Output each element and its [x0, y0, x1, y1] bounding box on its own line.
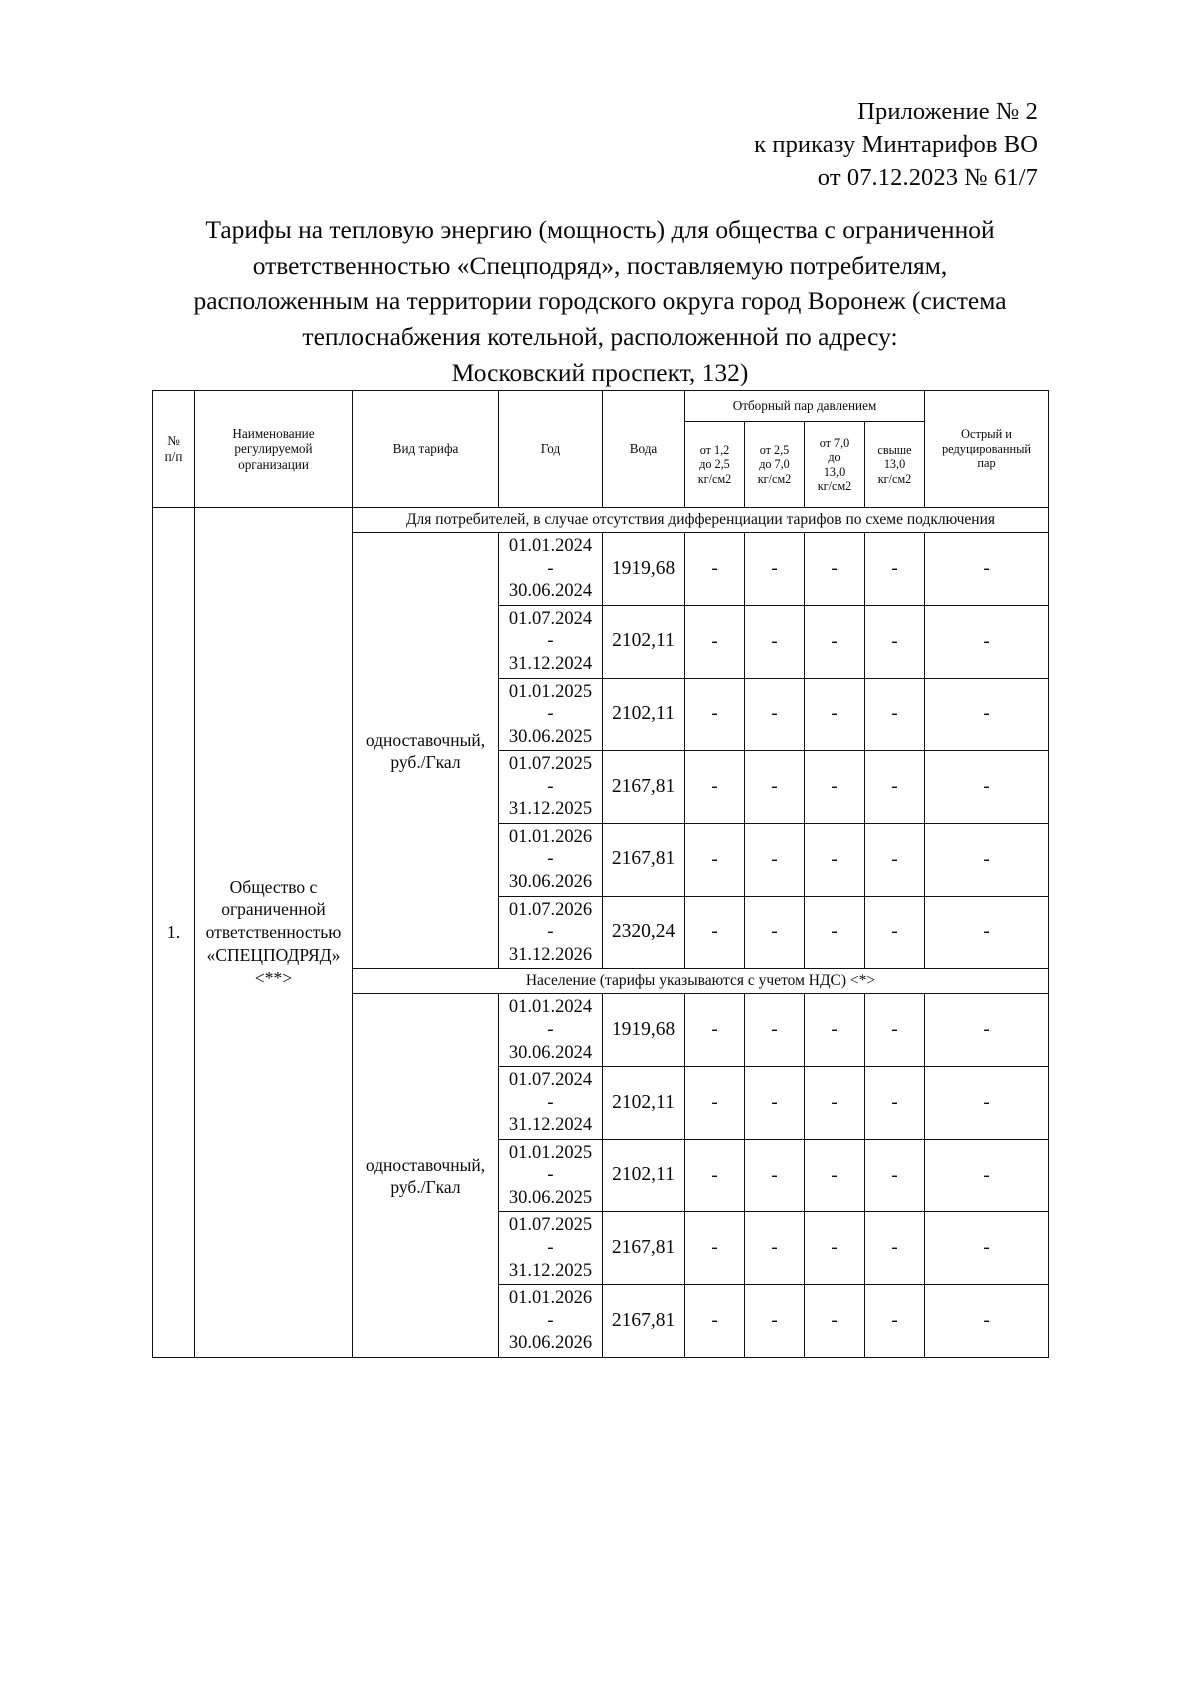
cell-water-tariff: 2167,81 [603, 751, 685, 824]
title-line-2: ответственностью «Спецподряд», поставляемую потребителям, [252, 250, 948, 280]
cell-water-tariff: 2167,81 [603, 1285, 685, 1358]
cell-pressure-4: - [865, 1285, 925, 1358]
tariff-table [152, 390, 1049, 1358]
column-header-pressure-1-line1: от 1,2 [699, 443, 730, 458]
cell-pressure-3: - [805, 1212, 865, 1285]
cell-tariff-kind-consumers [353, 533, 499, 969]
title-line-3: расположенным на территории городского округа город Воронеж (система [193, 286, 1007, 316]
cell-pressure-2: - [745, 896, 805, 969]
column-header-number-line1: № [167, 433, 180, 449]
cell-sharp-steam: - [925, 1285, 1049, 1358]
period-dash: - [547, 558, 554, 579]
period-dash: - [547, 1019, 554, 1040]
column-header-pressure-2-line2: до 7,0 [759, 457, 790, 472]
column-header-pressure-3-line3: 13,0 [823, 464, 846, 479]
column-header-pressure-2-line1: от 2,5 [759, 443, 790, 458]
column-header-sharp-steam-line3: пар [977, 456, 996, 471]
period-end: 30.06.2026 [508, 1333, 593, 1354]
tariff-kind-population-line1: одноставочный, [365, 1154, 486, 1175]
cell-pressure-1: - [685, 1139, 745, 1212]
organization-line3: ответственностью [205, 922, 342, 943]
table-row [153, 508, 1049, 533]
section-banner-consumers [353, 508, 1049, 533]
column-header-organization [195, 391, 353, 508]
cell-pressure-1: - [685, 823, 745, 896]
period-end: 31.12.2026 [508, 944, 593, 965]
column-header-pressure-4 [865, 422, 925, 508]
organization-line2: ограниченной [221, 899, 326, 920]
period-start: 01.01.2025 [508, 681, 593, 702]
column-header-pressure-3-line4: кг/см2 [817, 478, 852, 493]
cell-sharp-steam: - [925, 1212, 1049, 1285]
document-header-block [754, 96, 1038, 194]
column-header-number [153, 391, 195, 508]
cell-pressure-4: - [865, 605, 925, 678]
period-end: 31.12.2025 [508, 1260, 593, 1281]
period-end: 30.06.2024 [508, 1042, 593, 1063]
section-banner-consumers-line1: Для потребителей, в случае отсутствия дифференциации тарифов по схеме [405, 511, 903, 528]
cell-pressure-2: - [745, 605, 805, 678]
period-start: 01.07.2024 [508, 608, 593, 629]
header-appendix-number: Приложение № 2 [857, 98, 1038, 125]
column-header-pressure-3-line1: от 7,0 [819, 436, 850, 451]
period-start: 01.01.2024 [508, 997, 593, 1018]
cell-period [499, 896, 603, 969]
page-title [150, 212, 1050, 390]
cell-pressure-2: - [745, 1285, 805, 1358]
title-line-4: теплоснабжения котельной, расположенной по адресу: [302, 322, 898, 352]
period-start: 01.01.2026 [508, 1288, 593, 1309]
period-end: 30.06.2024 [508, 581, 593, 602]
cell-sharp-steam: - [925, 605, 1049, 678]
cell-sharp-steam: - [925, 678, 1049, 751]
cell-sharp-steam: - [925, 994, 1049, 1067]
organization-line4: «СПЕЦПОДРЯД» [206, 944, 341, 965]
cell-pressure-4: - [865, 1139, 925, 1212]
cell-pressure-1: - [685, 751, 745, 824]
cell-pressure-1: - [685, 1067, 745, 1140]
period-start: 01.01.2026 [508, 826, 593, 847]
cell-pressure-1: - [685, 1285, 745, 1358]
cell-pressure-3: - [805, 994, 865, 1067]
cell-pressure-2: - [745, 994, 805, 1067]
cell-period [499, 823, 603, 896]
cell-water-tariff: 2102,11 [603, 678, 685, 751]
column-header-pressure-1-line3: кг/см2 [697, 471, 732, 486]
column-header-sharp-steam-line2: редуцированный [941, 441, 1032, 456]
title-line-5: Московский проспект, 132) [451, 357, 749, 387]
cell-pressure-1: - [685, 533, 745, 606]
header-order-date-number: от 07.12.2023 № 61/7 [817, 163, 1038, 191]
period-start: 01.07.2025 [508, 1215, 593, 1236]
cell-pressure-4: - [865, 994, 925, 1067]
cell-pressure-4: - [865, 678, 925, 751]
cell-period [499, 1212, 603, 1285]
column-header-pressure-4-line1: свыше [877, 443, 912, 458]
title-line-1: Тарифы на тепловую энергию (мощность) для общества с ограниченной [205, 215, 995, 244]
period-end: 30.06.2025 [508, 726, 593, 747]
section-banner-population [353, 969, 1049, 994]
column-header-sharp-steam-line1: Острый и [961, 427, 1012, 442]
period-dash: - [547, 776, 554, 797]
cell-period [499, 605, 603, 678]
period-start: 01.01.2025 [508, 1142, 593, 1163]
section-banner-population-line1: Население (тарифы указываются с учетом НДС) <*> [525, 972, 876, 990]
period-start: 01.07.2026 [508, 899, 593, 920]
cell-water-tariff: 2102,11 [603, 1139, 685, 1212]
table-header-row-1 [153, 391, 1049, 422]
tariff-kind-population-line2: руб./Гкал [390, 1176, 461, 1197]
cell-sharp-steam: - [925, 1067, 1049, 1140]
period-end: 31.12.2025 [508, 799, 593, 820]
cell-period [499, 678, 603, 751]
cell-water-tariff: 2102,11 [603, 605, 685, 678]
column-header-pressure-3-line2: до [828, 450, 841, 465]
period-start: 01.01.2024 [508, 536, 593, 557]
table-header [153, 391, 1049, 508]
organization-line5: <**> [254, 967, 293, 988]
cell-period [499, 1067, 603, 1140]
cell-pressure-1: - [685, 994, 745, 1067]
cell-pressure-2: - [745, 1212, 805, 1285]
cell-pressure-2: - [745, 1139, 805, 1212]
period-dash: - [547, 1310, 554, 1331]
period-dash: - [547, 1165, 554, 1186]
column-header-steam-group: Отборный пар давлением [685, 391, 925, 422]
cell-sharp-steam: - [925, 896, 1049, 969]
period-dash: - [547, 849, 554, 870]
cell-pressure-4: - [865, 823, 925, 896]
cell-pressure-3: - [805, 896, 865, 969]
column-header-pressure-1-line2: до 2,5 [699, 457, 730, 472]
cell-pressure-2: - [745, 823, 805, 896]
cell-pressure-2: - [745, 751, 805, 824]
cell-pressure-3: - [805, 605, 865, 678]
cell-pressure-3: - [805, 1285, 865, 1358]
cell-organization-name [195, 508, 353, 1358]
cell-sharp-steam: - [925, 823, 1049, 896]
cell-water-tariff: 1919,68 [603, 533, 685, 606]
period-end: 30.06.2026 [508, 872, 593, 893]
period-dash: - [547, 922, 554, 943]
column-header-tariff-kind: Вид тарифа [353, 391, 499, 508]
cell-pressure-4: - [865, 1067, 925, 1140]
column-header-organization-line3: организации [238, 456, 309, 472]
cell-pressure-2: - [745, 533, 805, 606]
cell-water-tariff: 2320,24 [603, 896, 685, 969]
cell-pressure-4: - [865, 751, 925, 824]
cell-pressure-3: - [805, 533, 865, 606]
cell-sharp-steam: - [925, 751, 1049, 824]
cell-water-tariff: 2102,11 [603, 1067, 685, 1140]
cell-pressure-3: - [805, 823, 865, 896]
cell-water-tariff: 1919,68 [603, 994, 685, 1067]
column-header-number-line2: п/п [164, 449, 183, 464]
period-end: 30.06.2025 [508, 1187, 593, 1208]
cell-water-tariff: 2167,81 [603, 823, 685, 896]
cell-pressure-1: - [685, 678, 745, 751]
column-header-pressure-4-line2: 13,0 [883, 457, 906, 472]
cell-period [499, 1285, 603, 1358]
cell-sharp-steam: - [925, 1139, 1049, 1212]
column-header-pressure-2 [745, 422, 805, 508]
cell-pressure-4: - [865, 896, 925, 969]
period-dash: - [547, 631, 554, 652]
section-banner-consumers-line2: подключения [906, 511, 996, 528]
table-body [153, 508, 1049, 1358]
period-end: 31.12.2024 [508, 1115, 593, 1136]
column-header-pressure-4-line3: кг/см2 [877, 471, 912, 486]
cell-period [499, 994, 603, 1067]
cell-pressure-1: - [685, 1212, 745, 1285]
cell-sharp-steam: - [925, 533, 1049, 606]
tariff-kind-consumers-line1: одноставочный, [365, 729, 486, 750]
cell-pressure-1: - [685, 605, 745, 678]
column-header-sharp-steam [925, 391, 1049, 508]
cell-water-tariff: 2167,81 [603, 1212, 685, 1285]
cell-tariff-kind-population [353, 994, 499, 1357]
cell-pressure-4: - [865, 1212, 925, 1285]
cell-row-number: 1. [153, 508, 195, 1358]
period-dash: - [547, 704, 554, 725]
cell-period [499, 1139, 603, 1212]
cell-pressure-2: - [745, 678, 805, 751]
organization-line1: Общество с [229, 876, 318, 897]
period-start: 01.07.2025 [508, 754, 593, 775]
cell-pressure-3: - [805, 751, 865, 824]
tariff-kind-consumers-line2: руб./Гкал [390, 751, 461, 772]
column-header-pressure-1 [685, 422, 745, 508]
column-header-organization-line1: Наименование [232, 425, 315, 441]
tariff-table-container [152, 390, 1048, 1358]
header-order-authority: к приказу Минтарифов ВО [754, 130, 1038, 158]
cell-period [499, 751, 603, 824]
period-start: 01.07.2024 [508, 1070, 593, 1091]
cell-pressure-3: - [805, 1139, 865, 1212]
period-dash: - [547, 1238, 554, 1259]
column-header-year: Год [499, 391, 603, 508]
column-header-organization-line2: регулируемой [234, 441, 313, 457]
column-header-pressure-2-line3: кг/см2 [757, 471, 792, 486]
column-header-water: Вода [603, 391, 685, 508]
period-end: 31.12.2024 [508, 653, 593, 674]
cell-pressure-2: - [745, 1067, 805, 1140]
column-header-pressure-3 [805, 422, 865, 508]
cell-pressure-1: - [685, 896, 745, 969]
cell-pressure-3: - [805, 1067, 865, 1140]
period-dash: - [547, 1092, 554, 1113]
cell-pressure-3: - [805, 678, 865, 751]
cell-period [499, 533, 603, 606]
cell-pressure-4: - [865, 533, 925, 606]
